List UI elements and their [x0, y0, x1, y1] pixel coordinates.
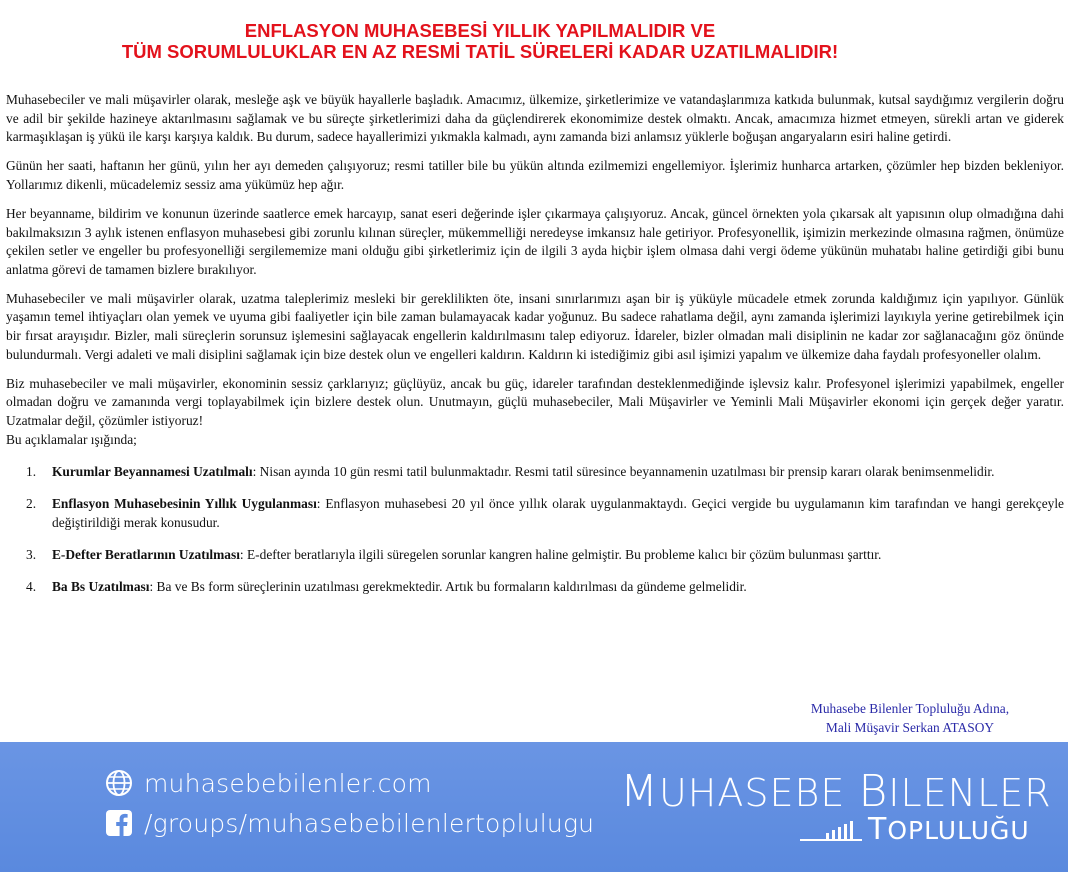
document-body: [6, 91, 1064, 610]
list-item-title: E-Defter Beratlarının Uzatılması: [52, 546, 240, 562]
website-row[interactable]: [104, 768, 432, 798]
paragraph: Günün her saati, haftanın her günü, yılın her ayı demeden çalışıyoruz; resmi tatiller bile bu yükün altında ezilmemizi engellemiyor. İşlerimiz hunharca artarken, çözümler hep bizden bekleniyor. Yollarımız dikenli, mücadelemiz sessiz ama yükümüz hep ağır.: [6, 158, 1064, 192]
footer-banner: [0, 742, 1068, 872]
list-item-text: : Ba ve Bs form süreçlerinin uzatılması gerekmektedir. Artık bu formaların kaldırılması da gündeme gelmelidir.: [149, 578, 747, 594]
paragraph: Muhasebeciler ve mali müşavirler olarak, uzatma taleplerimiz mesleki bir gereklilikten öte, insani sınırlarımızı aşan bir iş yüküyle mücadele etmek zorunda kaldığımız için yapılıyor. Günlük yaşamın temel ihtiyaçları olan yemek ve uyuma gibi faaliyetler için bile zaman bulamayacak kadar yoğunuz. Bu sadece rahatlama değil, aynı zamanda işlerimizi layıkıyla yerine getirebilmek için bir fırsat arayışıdır. Bizler, mali süreçlerin sorunsuz işlemesini sağlayacak engellerin kaldırılmasını talep ediyoruz. İdareler, bizler olmadan mali disiplinin ne kadar zor sağlanacağını göz önünde bulundurmalı. Vergi adaleti ve mali disiplini sağlamak için bize destek olun ve engelleri kaldırın. Kaldırın ki istediğimiz gibi asıl işimizi yapalım ve ülkemize daha faydalı profesyoneller olalım.: [6, 290, 1064, 362]
facebook-group-link[interactable]: /groups/muhasebebilenlertoplulugu: [144, 808, 595, 838]
bar-chart-icon: [800, 819, 862, 845]
globe-icon: [104, 768, 134, 798]
paragraph: Her beyanname, bildirim ve konunun üzerinde saatlerce emek harcayıp, sanat eseri değerinde işler çıkarmaya çalışıyoruz. Ancak, güncel örnekten yola çıkarsak alt yapısının olup olmadığına dahi bakılmaksızın 3 aylık istenen enflasyon muhasebesi gibi zorunlu kılınan süreçler, mükemmelliği neredeyse imkansız hale getiriyor. Profesyonellik, işimizin merkezinde olmasına rağmen, önümüze çekilen setler ve engeller bu profesyonelliği sergilememize mani olduğu gibi şirketlerimiz için de ilgili 3 ayda hiçbir işlem olmasa dahi vergi ödeme yükünün muhatabı haline getirdiği gibi bunu anlatma görevi de tamamen bizlere bırakılıyor.: [6, 205, 1064, 277]
list-item: [26, 578, 1064, 597]
list-number: 3.: [26, 546, 37, 562]
list-number: 1.: [26, 464, 37, 480]
list-item: [26, 495, 1064, 532]
signature-line-1: Muhasebe Bilenler Topluluğu Adına,: [810, 701, 1010, 716]
website-link[interactable]: muhasebebilenler.com: [144, 768, 432, 798]
list-item-title: Enflasyon Muhasebesinin Yıllık Uygulanması: [52, 496, 317, 512]
list-item-text: : E-defter beratlarıyla ilgili süregelen sorunlar kangren haline gelmiştir. Bu probleme kalıcı bir çözüm bulunması şarttır.: [239, 546, 882, 562]
list-item: [26, 546, 1064, 565]
title-line-1: ENFLASYON MUHASEBESİ YILLIK YAPILMALIDIR VE: [244, 20, 716, 41]
list-number: 4.: [26, 578, 37, 594]
list-number: 2.: [26, 496, 37, 512]
list-item-title: Kurumlar Beyannamesi Uzatılmalı: [52, 464, 253, 480]
title-line-2: TÜM SORUMLULUKLAR EN AZ RESMİ TATİL SÜRELERİ KADAR UZATILMALIDIR!: [121, 41, 839, 62]
brand-subtitle-text: TOPLULUĞU: [868, 812, 1030, 847]
facebook-icon: [104, 808, 134, 838]
list-intro: Bu açıklamalar ışığında;: [6, 431, 137, 447]
brand-name: MUHASEBE BILENLER: [620, 766, 1052, 817]
list-item-text: : Enflasyon muhasebesi 20 yıl önce yıllık olarak uygulanmaktaydı. Geçici vergide bu uygulamanın kim tarafından ve hangi gerekçeyle değiştirildiği merak konusudur.: [52, 496, 1064, 530]
brand-logo: [620, 766, 1052, 847]
signature: [780, 699, 1040, 737]
list-item-text: : Nisan ayında 10 gün resmi tatil bulunmaktadır. Resmi tatil süresince beyannamenin uzatılması bir prensip kararı olarak benimsenmelidir.: [252, 464, 995, 480]
demands-list: [26, 463, 1064, 596]
document-title: [0, 20, 960, 62]
paragraph: Muhasebeciler ve mali müşavirler olarak, mesleğe aşk ve büyük hayallerle başladık. Amacımız, ülkemize, şirketlerimize ve vatandaşlarımıza katkıda bulunmak, kutsal saydığımız vergilerin doğru ve adil bir şekilde hazineye aktarılmasını sağlamak ve bu süreçte şirketlerimizi daha da güçlendirerek ekonomimize destek olmaktı. Ancak, amacımıza hizmet etmeyen, sürekli artan ve giderek karmaşıklaşan iş yükü ile karşı karşıya kaldık. Bu durum, sadece hayallerimizi yıkmakla kalmadı, aynı zamanda bizi anlamsız yüklerle boğuşan angaryaların esiri haline getirdi.: [6, 92, 1064, 145]
brand-subtitle: [800, 812, 1030, 847]
list-item-title: Ba Bs Uzatılması: [52, 578, 150, 594]
paragraph: Biz muhasebeciler ve mali müşavirler, ekonominin sessiz çarklarıyız; güçlüyüz, ancak bu güç, idareler tarafından desteklenmediğinde işlevsiz kalır. Profesyonel işlerimizi yapabilmek, engeller olmadan doğru ve zamanında vergi toplayabilmek için bizlere destek olun. Unutmayın, güçlü muhasebeciler, Mali Müşavirler ve Yeminli Mali Müşavirler ekonomi için gerçek değer yaratır. Uzatmalar değil, çözümler istiyoruz!: [6, 375, 1064, 428]
facebook-row[interactable]: [104, 808, 594, 838]
list-item: [26, 463, 1064, 482]
signature-line-2: Mali Müşavir Serkan ATASOY: [825, 720, 995, 735]
